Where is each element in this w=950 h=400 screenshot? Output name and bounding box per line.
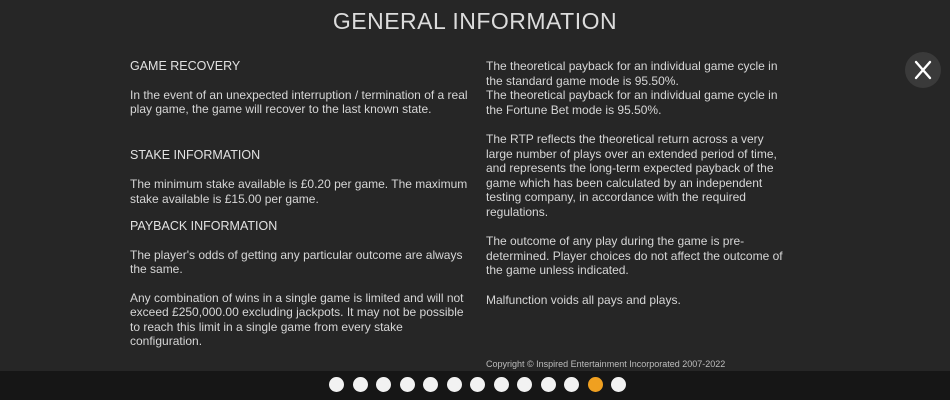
page-dot[interactable] <box>400 377 415 392</box>
left-column <box>130 59 470 349</box>
page-indicator <box>329 377 626 392</box>
page-dot[interactable] <box>353 377 368 392</box>
page-dot[interactable] <box>423 377 438 392</box>
page-dot[interactable] <box>447 377 462 392</box>
game-recovery-text: In the event of an unexpected interruption / termination of a real play game, the game will recover to the last known state. <box>130 87 468 116</box>
payback-odds-text: The player's odds of getting any particular outcome are always the same. <box>130 247 463 276</box>
stake-information-heading: STAKE INFORMATION <box>130 147 261 162</box>
copyright-text: Copyright © Inspired Entertainment Incorporated 2007-2022 <box>486 359 726 369</box>
page-dot[interactable] <box>494 377 509 392</box>
payback-limit-text: Any combination of wins in a single game is limited and will not exceed £250,000.00 excluding jackpots. It may not be possible to reach this limit in a single game from every stake configuration. <box>130 290 464 348</box>
page-dot-active[interactable] <box>588 377 603 392</box>
malfunction-text: Malfunction voids all pays and plays. <box>486 292 681 307</box>
page-dot[interactable] <box>376 377 391 392</box>
stake-information-text: The minimum stake available is £0.20 per game. The maximum stake available is £15.00 per game. <box>130 177 468 206</box>
rtp-text: The RTP reflects the theoretical return across a very large number of plays over an extended period of time, and represents the long-term expected payback of the game which has been calculated by an independent testing company, in accordance with the required regulations. <box>486 132 777 219</box>
page-dot[interactable] <box>564 377 579 392</box>
game-recovery-heading: GAME RECOVERY <box>130 59 241 73</box>
close-button[interactable] <box>905 52 941 88</box>
page-title: GENERAL INFORMATION <box>332 8 618 34</box>
payback-standard-text: The theoretical payback for an individual game cycle in the standard game mode is 95.50%. <box>486 59 778 88</box>
page-dot[interactable] <box>470 377 485 392</box>
right-column <box>486 59 786 307</box>
page-dot[interactable] <box>541 377 556 392</box>
close-icon <box>914 60 932 80</box>
payback-fortune-text: The theoretical payback for an individual game cycle in the Fortune Bet mode is 95.50%. <box>486 88 778 117</box>
page-dot[interactable] <box>329 377 344 392</box>
page-dot[interactable] <box>517 377 532 392</box>
page-dot[interactable] <box>611 377 626 392</box>
payback-information-heading: PAYBACK INFORMATION <box>130 219 278 233</box>
outcome-text: The outcome of any play during the game is pre-determined. Player choices do not affect the outcome of the game unless indicated. <box>486 234 783 277</box>
